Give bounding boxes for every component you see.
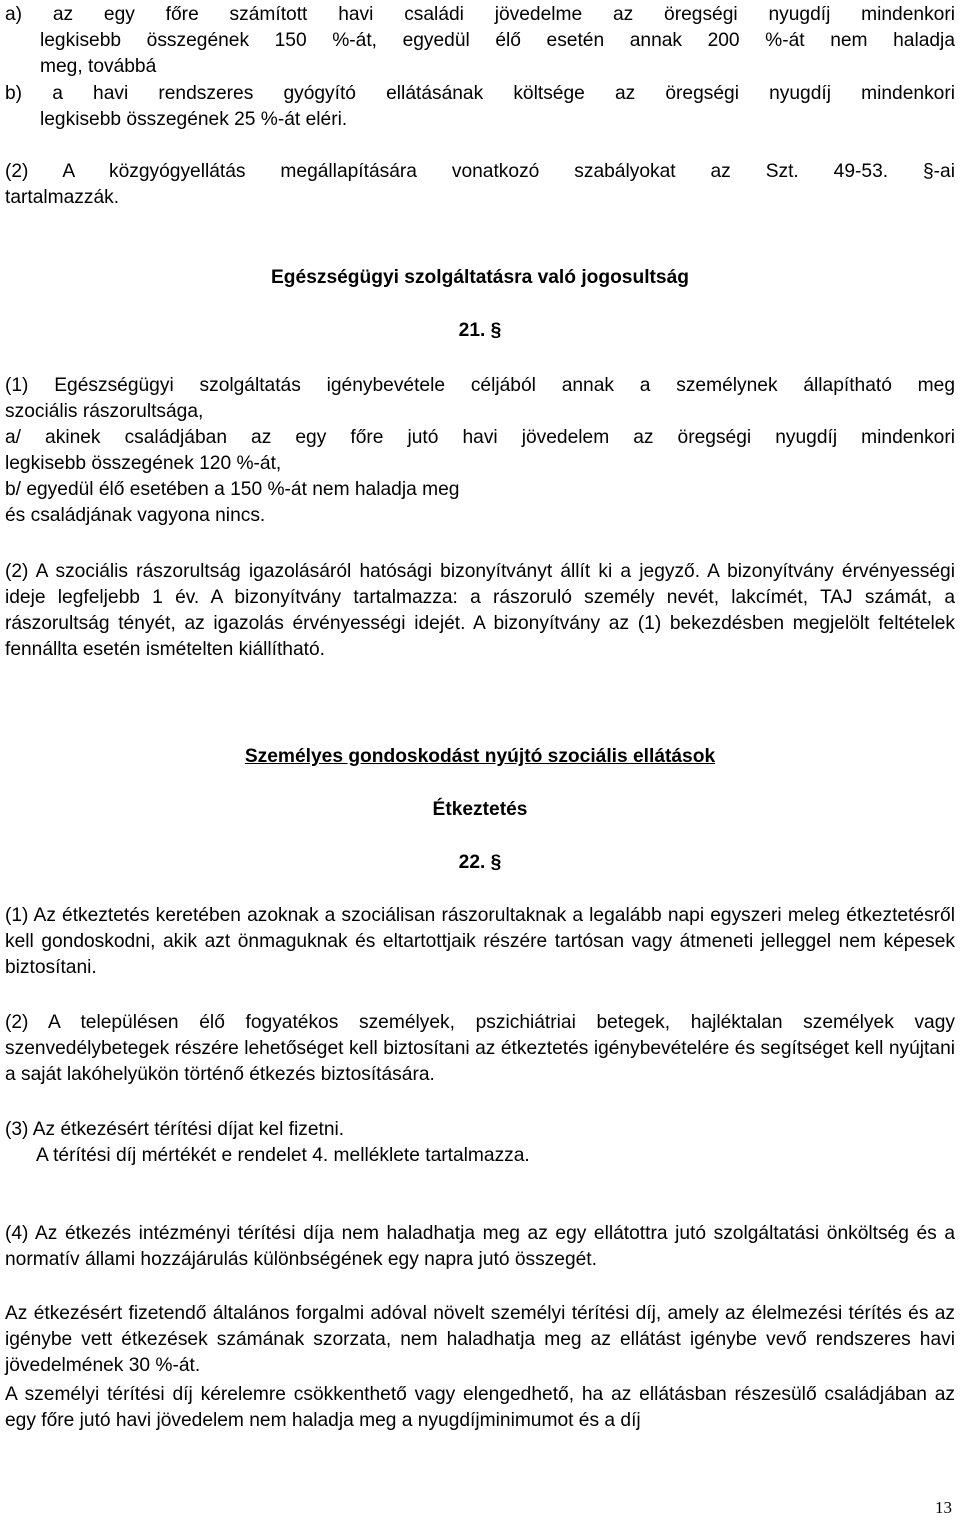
- section-21-p1-line-4: legkisebb összegének 120 %-át,: [5, 453, 282, 474]
- section-21-paragraph-2: (2) A szociális rászorultság igazolásáról hatósági bizonyítványt állít ki a jegyző. A bizonyítvány érvényességi ideje legfeljebb 1 év. A bizonyítvány tartalmazza: a rászoruló személy nevét, lakcímét, TAJ számát, a rászorultság tényét, az igazolás érvényességi idejét. A bizonyítvány az (1) bekezdésben megjelölt feltételek fennállta esetén ismételten kiállítható.: [5, 561, 955, 660]
- list-item-a-line-1: a) az egy főre számított havi családi jövedelme az öregségi nyugdíj mindenkori: [5, 4, 955, 25]
- paragraph-kozgyogyellatas: [5, 159, 955, 211]
- list-item-a-line-3: meg, továbbá: [40, 56, 157, 77]
- section-22-paragraph-1: (1) Az étkeztetés keretében azoknak a szociálisan rászorultaknak a legalább napi egyszeri meleg étkeztetésről kell gondoskodni, akik azt önmaguknak és eltartottjaik részére tartósan vagy átmeneti jelleggel nem képesek biztosítani.: [5, 905, 955, 978]
- section-22-paragraph-4: (4) Az étkezés intézményi térítési díja nem haladhatja meg az egy ellátottra jutó szolgáltatási önköltség és a normatív állami hozzájárulás különbségének egy napra jutó összegét.: [5, 1223, 955, 1270]
- list-item-a: [5, 2, 955, 80]
- list-item-a-line-2: legkisebb összegének 150 %-át, egyedül élő esetén annak 200 %-át nem haladja: [40, 30, 955, 51]
- list-item-b-line-1: b) a havi rendszeres gyógyító ellátásának költsége az öregségi nyugdíj mindenkori: [5, 83, 955, 104]
- section-22-paragraph-2: (2) A településen élő fogyatékos személyek, pszichiátriai betegek, hajléktalan személyek vagy szenvedélybetegek részére lehetőséget kell biztosítani az étkeztetés igénybevételére és segítséget kell nyújtani a saját lakóhelyükön történő étkezés biztosítására.: [5, 1012, 955, 1085]
- section-22-p3-line-1: (3) Az étkezésért térítési díjat kel fizetni.: [5, 1119, 345, 1140]
- paragraph-kozgyogyellatas-line-1: (2) A közgyógyellátás megállapítására vonatkozó szabályokat az Szt. 49-53. §-ai: [5, 161, 955, 182]
- paragraph-kozgyogyellatas-line-2: tartalmazzák.: [5, 187, 120, 208]
- section-21-p1-line-5: b/ egyedül élő esetében a 150 %-át nem haladja meg: [5, 479, 460, 500]
- section-22-paragraph-6: A személyi térítési díj kérelemre csökkenthető vagy elengedhető, ha az ellátásban részesülő családjában az egy főre jutó havi jövedelem nem haladja meg a nyugdíjminimumot és a díj: [5, 1384, 955, 1431]
- list-item-b-line-2: legkisebb összegének 25 %-át eléri.: [40, 109, 348, 130]
- page-number: 13: [935, 1498, 952, 1517]
- section-21-p1-line-6: és családjának vagyona nincs.: [5, 505, 266, 526]
- heading-szemelyes-gondoskodas: Személyes gondoskodást nyújtó szociális ellátások: [244, 746, 716, 767]
- section-21-p1-line-2: szociális rászorultsága,: [5, 401, 204, 422]
- heading-egeszsegugyi: Egészségügyi szolgáltatásra való jogosultság: [271, 267, 689, 288]
- section-22-number: 22. §: [458, 852, 502, 873]
- section-21-number: 21. §: [458, 320, 502, 341]
- section-22-p3-line-2: A térítési díj mértékét e rendelet 4. melléklete tartalmazza.: [36, 1145, 530, 1166]
- section-21-paragraph-1: [5, 373, 955, 529]
- heading-etkeztetes: Étkeztetés: [432, 799, 528, 820]
- section-21-p1-line-3: a/ akinek családjában az egy főre jutó havi jövedelem az öregségi nyugdíj mindenkori: [5, 427, 955, 448]
- section-22-paragraph-3: [5, 1117, 955, 1169]
- section-21-p1-line-1: (1) Egészségügyi szolgáltatás igénybevétele céljából annak a személynek állapítható meg: [5, 375, 955, 396]
- section-22-paragraph-5: Az étkezésért fizetendő általános forgalmi adóval növelt személyi térítési díj, amely az élelmezési térítés és az igénybe vett étkezések számának szorzata, nem haladhatja meg az ellátást igénybe vevő rendszeres havi jövedelmének 30 %-át.: [5, 1303, 955, 1376]
- list-item-b: [5, 81, 955, 133]
